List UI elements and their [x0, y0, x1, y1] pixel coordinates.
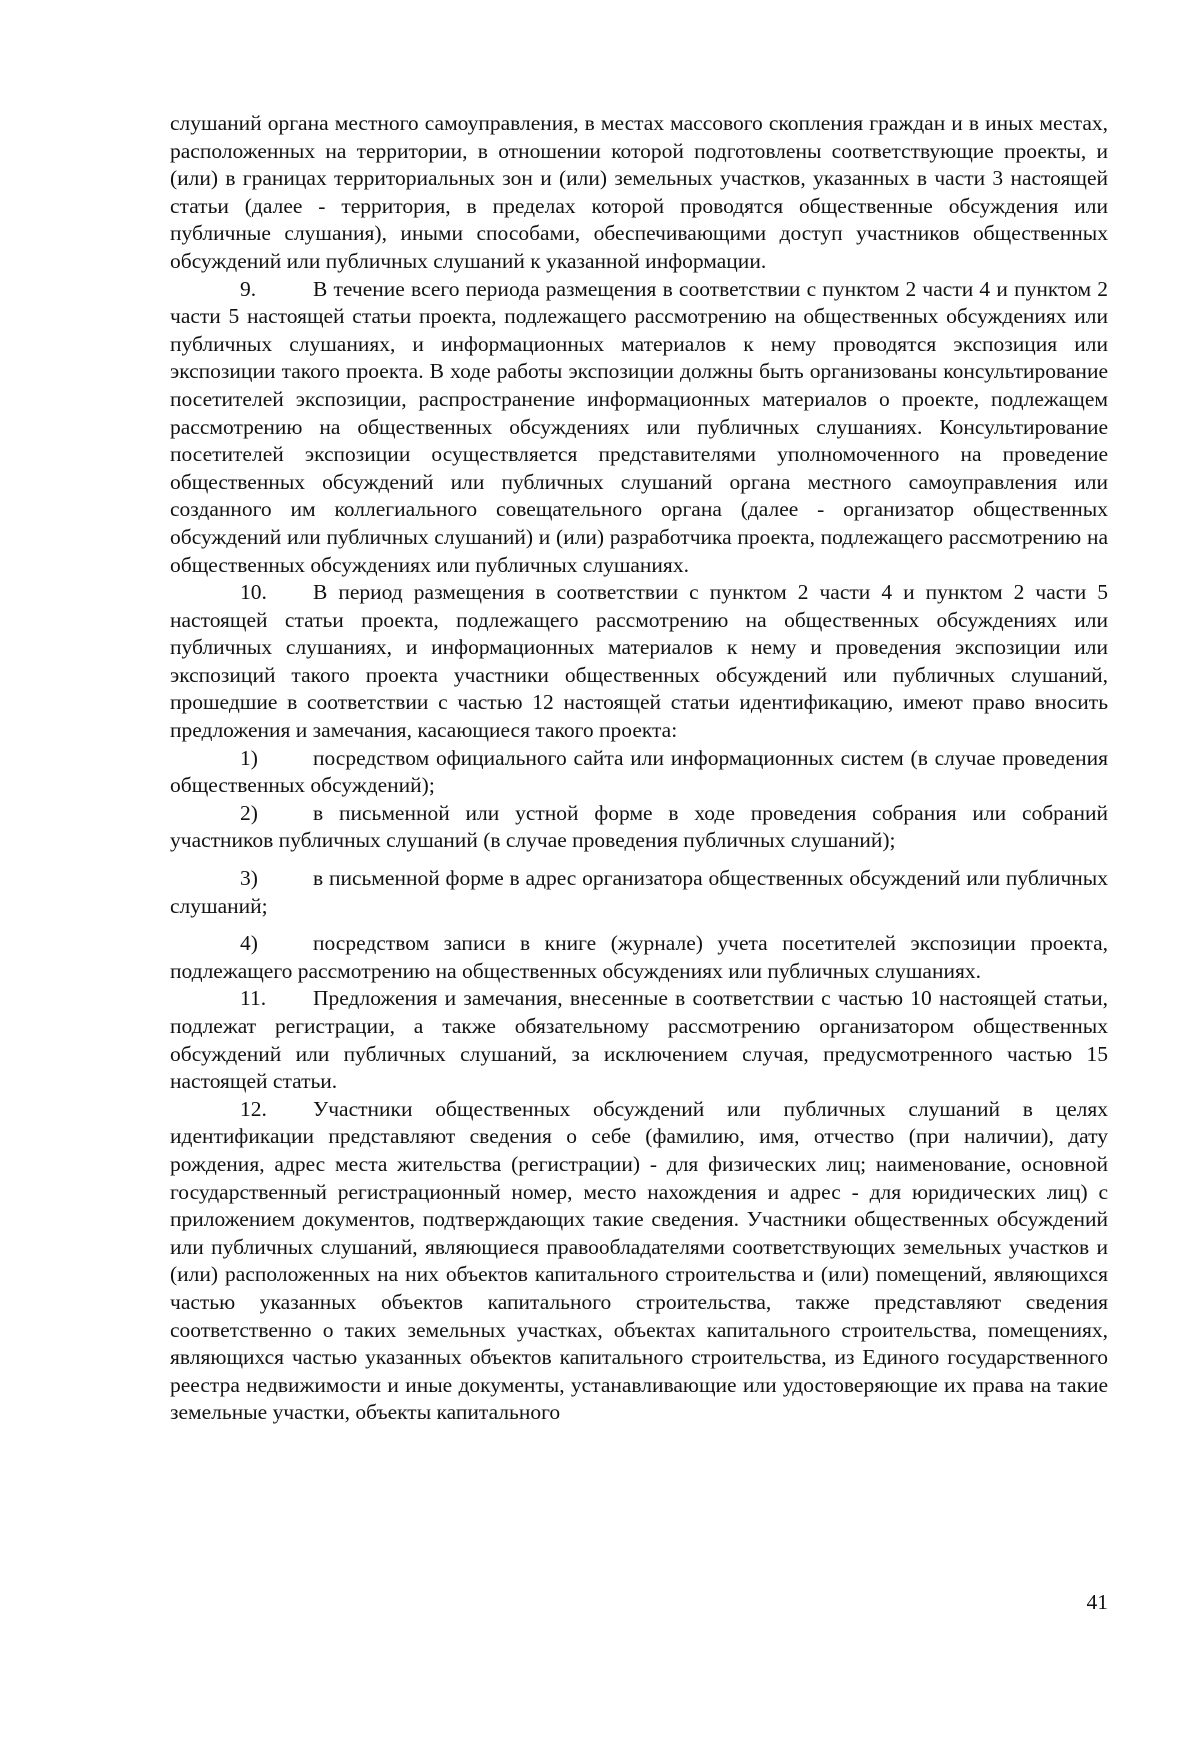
list-item-number: 2) — [240, 800, 258, 825]
paragraph-12 — [170, 1096, 1108, 1427]
paragraph-text: В период размещения в соответствии с пунктом 2 части 4 и пунктом 2 части 5 настоящей статьи проекта, подлежащего рассмотрению на общественных обсуждениях или публичных слушаниях, и информационных материалов к нему и проведения экспозиции или экспозиций такого проекта участники общественных обсуждений или публичных слушаний, прошедшие в соответствии с частью 12 настоящей статьи идентификацию, имеют право вносить предложения и замечания, касающиеся такого проекта: — [170, 580, 1108, 743]
paragraph-text: Участники общественных обсуждений или публичных слушаний в целях идентификации представляют сведения о себе (фамилию, имя, отчество (при наличии), дату рождения, адрес места жительства (регистрации) - для физических лиц; наименование, основной государственный регистрационный номер, место нахождения и адрес - для юридических лиц) с приложением документов, подтверждающих такие сведения. Участники общественных обсуждений или публичных слушаний, являющиеся правообладателями соответствующих земельных участков и (или) расположенных на них объектов капитального строительства и (или) помещений, являющихся частью указанных объектов капитального строительства, также представляют сведения соответственно о таких земельных участках, объектах капитального строительства, помещениях, являющихся частью указанных объектов капитального строительства, из Единого государственного реестра недвижимости и иные документы, устанавливающие или удостоверяющие их права на такие земельные участки, объекты капитального — [170, 1096, 1108, 1425]
list-item-number: 1) — [240, 745, 258, 770]
list-item-number: 4) — [240, 931, 258, 956]
paragraph-9 — [170, 276, 1108, 580]
list-item-text: посредством официального сайта или информационных систем (в случае проведения общественных обсуждений); — [170, 745, 1108, 798]
page-number: 41 — [1086, 1590, 1108, 1614]
paragraph-10 — [170, 579, 1108, 745]
list-item-text: в письменной форме в адрес организатора общественных обсуждений или публичных слушаний; — [170, 866, 1108, 918]
paragraph-number: 12. — [240, 1096, 267, 1121]
paragraph-11 — [170, 985, 1108, 1095]
list-item-text: в письменной или устной форме в ходе проведения собрания или собраний участников публичных слушаний (в случае проведения публичных слушаний); — [170, 800, 1108, 853]
paragraph-text: Предложения и замечания, внесенные в соответствии с частью 10 настоящей статьи, подлежат регистрации, а также обязательному рассмотрению организатором общественных обсуждений или публичных слушаний, за исключением случая, предусмотренного частью 15 настоящей статьи. — [170, 986, 1108, 1094]
paragraph-text: В течение всего периода размещения в соответствии с пунктом 2 части 4 и пунктом 2 части 5 настоящей статьи проекта, подлежащего рассмотрению на общественных обсуждениях или публичных слушаниях, и информационных материалов к нему проводятся экспозиция или экспозиции такого проекта. В ходе работы экспозиции должны быть организованы консультирование посетителей экспозиции, распространение информационных материалов о проекте, подлежащем рассмотрению на общественных обсуждениях или публичных слушаниях. Консультирование посетителей экспозиции осуществляется представителями уполномоченного на проведение общественных обсуждений или публичных слушаний органа местного самоуправления или созданного им коллегиального совещательного органа (далее - организатор общественных обсуждений или публичных слушаний) и (или) разработчика проекта, подлежащего рассмотрению на общественных обсуждениях или публичных слушаниях. — [170, 276, 1108, 577]
document-body — [170, 110, 1108, 1427]
paragraph-number: 11. — [240, 986, 267, 1011]
paragraph-number: 9. — [240, 276, 257, 301]
continuation-paragraph: слушаний органа местного самоуправления, в местах массового скопления граждан и в иных местах, расположенных на территории, в отношении которой подготовлены соответствующие проекты, и (или) в границах территориальных зон и (или) земельных участков, указанных в части 3 настоящей статьи (далее - территория, в пределах которой проводятся общественные обсуждения или публичные слушания), иными способами, обеспечивающими доступ участников общественных обсуждений или публичных слушаний к указанной информации. — [170, 111, 1108, 273]
list-item-3 — [170, 865, 1108, 920]
paragraph-number: 10. — [240, 580, 267, 605]
list-item-1 — [170, 745, 1108, 800]
list-item-4 — [170, 930, 1108, 985]
list-item-number: 3) — [240, 866, 258, 891]
list-item-text: посредством записи в книге (журнале) учета посетителей экспозиции проекта, подлежащего рассмотрению на общественных обсуждениях или публичных слушаниях. — [170, 931, 1108, 983]
list-item-2 — [170, 800, 1108, 855]
